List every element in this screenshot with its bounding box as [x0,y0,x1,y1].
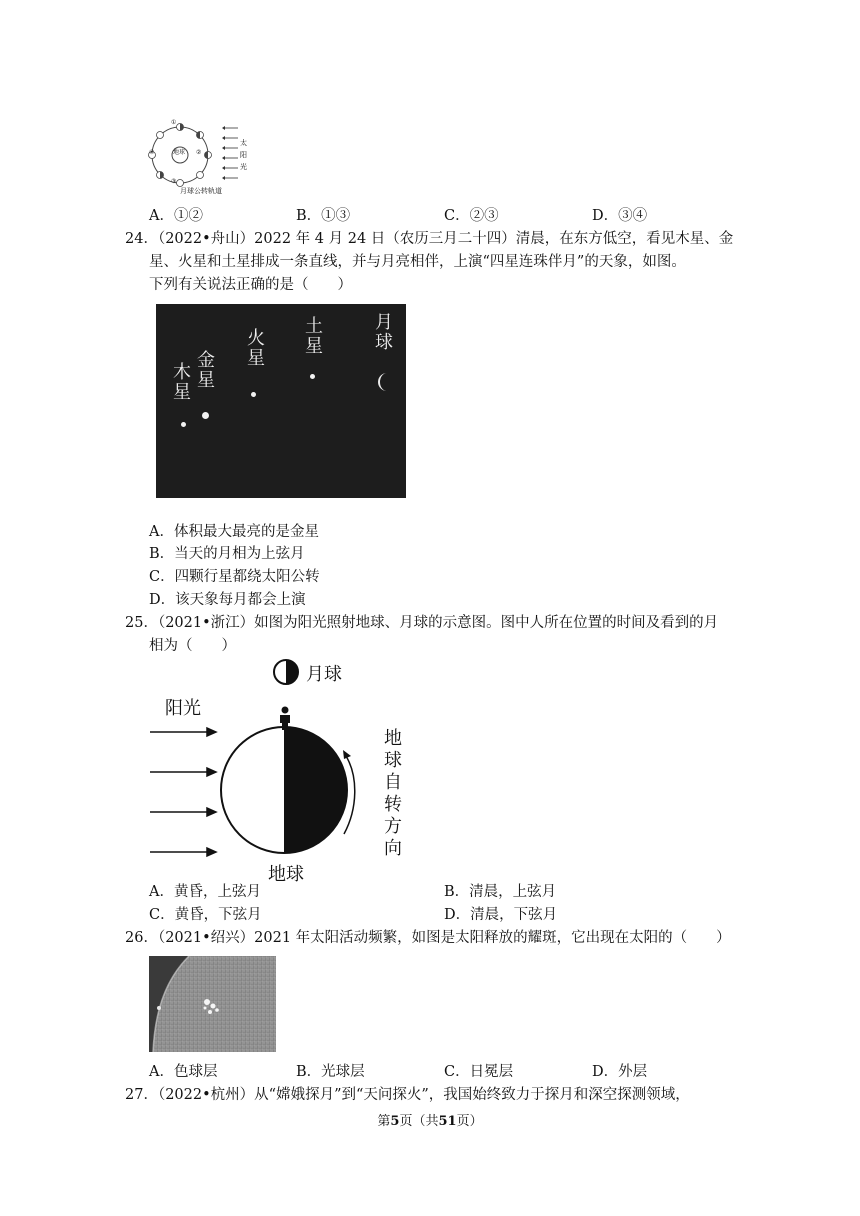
q25-option-b[interactable]: B．清晨，上弦月 [444,884,557,900]
q23-option-a[interactable]: A．①② [149,208,203,224]
moon-label: 月球 [372,312,393,352]
phase-marker-2: ② [196,149,202,156]
q25-option-d[interactable]: D．清晨，下弦月 [444,907,558,923]
q24-stem-line1: 24．（2022•舟山）2022 年 4 月 24 日（农历三月二十四）清晨，在东方低空，看见木星、金 [125,231,734,247]
earth-label-small: 地球 [173,149,186,156]
solar-flare-photo [149,956,276,1052]
phase-marker-1: ① [171,119,177,126]
q23-option-d[interactable]: D．③④ [592,208,648,224]
q23-option-b[interactable]: B．①③ [296,208,351,224]
q24-option-b[interactable]: B．当天的月相为上弦月 [149,546,305,562]
q27-stem-line1: 27．（2022•杭州）从“嫦娥探月”到“天问探火”，我国始终致力于探月和深空探测领域， [125,1087,690,1103]
q24-option-d[interactable]: D．该天象每月都会上演 [149,592,306,608]
footer-mid: 页（共 [399,1114,439,1129]
sunlight-label-tai: 太 [240,139,247,147]
sunlight-label: 阳光 [165,698,201,719]
mars-label: 火星 [244,328,265,368]
q26-option-c[interactable]: C．日冕层 [444,1064,514,1080]
venus-label: 金星 [194,350,215,390]
q25-option-a[interactable]: A．黄昏，上弦月 [149,884,261,900]
half-moon-icon [272,658,300,686]
footer-page-number: 5 [390,1114,400,1129]
q24-option-c[interactable]: C．四颗行星都绕太阳公转 [149,569,320,585]
page-footer [0,1110,860,1129]
q24-option-a[interactable]: A．体积最大最亮的是金星 [149,524,319,540]
jupiter-label: 木星 [170,362,191,402]
planets-photo [156,304,406,498]
footer-suffix: 页） [456,1114,483,1129]
q25-earth-label: 地球 [268,864,304,885]
q26-option-b[interactable]: B．光球层 [296,1064,365,1080]
crescent-moon-icon [377,372,391,392]
mars-dot [251,392,256,397]
rotation-arrow-icon [340,748,364,838]
saturn-dot [310,374,315,379]
q26-option-a[interactable]: A．色球层 [149,1064,218,1080]
q23-option-c[interactable]: C．②③ [444,208,499,224]
earth-sunlight-figure [148,698,368,864]
sunlight-label-yang: 阳 [240,151,247,159]
saturn-label: 土星 [302,316,323,356]
sunlight-label-guang: 光 [240,163,247,171]
q24-stem-line2: 星、火星和土星排成一条直线，并与月亮相伴，上演“四星连珠伴月”的天象，如图。 [149,254,686,270]
q26-stem-line1: 26．（2021•绍兴）2021 年太阳活动频繁，如图是太阳释放的耀斑，它出现在太阳的（ ） [125,930,731,946]
jupiter-dot [181,422,186,427]
phase-marker-3: ③ [171,178,177,185]
footer-prefix: 第 [377,1114,391,1129]
q25-stem-line1: 25．（2021•浙江）如图为阳光照射地球、月球的示意图。图中人所在位置的时间及看到的月 [125,615,719,631]
phase-marker-4: ④ [149,149,155,156]
venus-dot [202,412,209,419]
rotation-label: 地球自转方向 [384,728,402,859]
q25-stem-line2: 相为（ ） [149,638,236,654]
q26-option-d[interactable]: D．外层 [592,1064,648,1080]
person-icon [278,706,292,730]
q25-moon-label: 月球 [306,664,342,685]
q24-stem-line3: 下列有关说法正确的是（ ） [149,277,352,293]
footer-total-pages: 51 [438,1114,457,1129]
orbit-caption: 月球公转轨道 [180,187,222,195]
q25-option-c[interactable]: C．黄昏，下弦月 [149,907,262,923]
